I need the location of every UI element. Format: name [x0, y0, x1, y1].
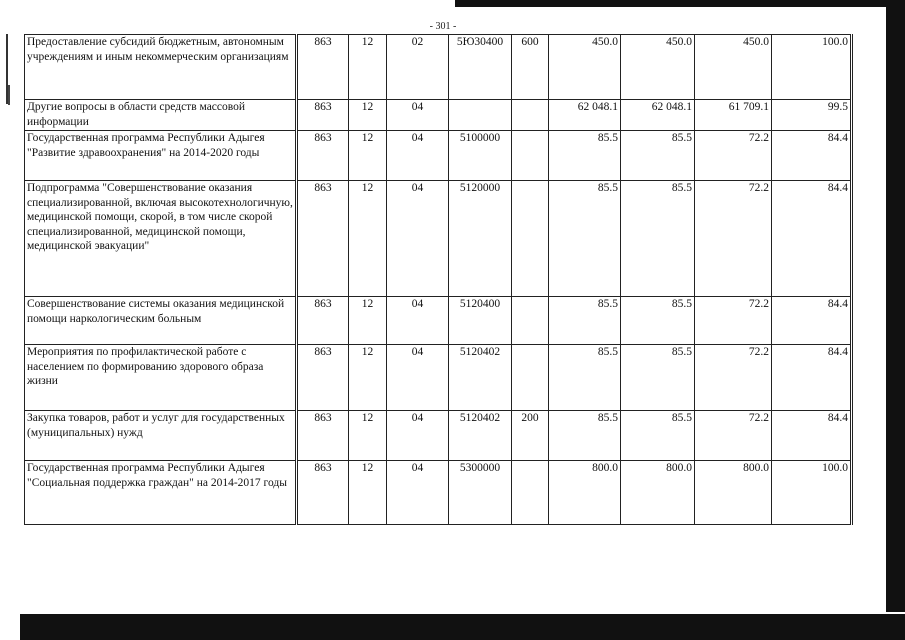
section-code: 12: [349, 411, 387, 461]
refined-amount: 85.5: [621, 411, 695, 461]
execution-percent: 99.5: [772, 100, 852, 131]
section-code: 12: [349, 100, 387, 131]
table-row: [25, 411, 852, 461]
subsection-code: 04: [387, 181, 449, 297]
ministry-code: 863: [297, 345, 349, 411]
approved-amount: 85.5: [549, 181, 621, 297]
ministry-code: 863: [297, 100, 349, 131]
approved-amount: 450.0: [549, 35, 621, 100]
budget-table: [24, 34, 853, 525]
expense-type-code: [512, 461, 549, 525]
execution-percent: 100.0: [772, 461, 852, 525]
execution-percent: 84.4: [772, 411, 852, 461]
executed-amount: 72.2: [695, 411, 772, 461]
ministry-code: 863: [297, 411, 349, 461]
ministry-code: 863: [297, 461, 349, 525]
scan-mark-left-tick: [8, 85, 10, 105]
target-article-code: 5Ю30400: [449, 35, 512, 100]
ministry-code: 863: [297, 297, 349, 345]
page-number: - 301 -: [429, 21, 457, 32]
executed-amount: 450.0: [695, 35, 772, 100]
section-code: 12: [349, 131, 387, 181]
target-article-code: 5100000: [449, 131, 512, 181]
section-code: 12: [349, 345, 387, 411]
subsection-code: 02: [387, 35, 449, 100]
refined-amount: 800.0: [621, 461, 695, 525]
executed-amount: 61 709.1: [695, 100, 772, 131]
table-row: [25, 100, 852, 131]
execution-percent: 84.4: [772, 131, 852, 181]
subsection-code: 04: [387, 297, 449, 345]
section-code: 12: [349, 35, 387, 100]
table-row: [25, 181, 852, 297]
row-name: Мероприятия по профилактической работе с населением по формированию здорового образа жизни: [25, 345, 297, 411]
target-article-code: 5120402: [449, 411, 512, 461]
refined-amount: 85.5: [621, 297, 695, 345]
table-row: [25, 345, 852, 411]
execution-percent: 84.4: [772, 181, 852, 297]
row-name: Предоставление субсидий бюджетным, автономным учреждениям и иным некоммерческим организациям: [25, 35, 297, 100]
expense-type-code: [512, 181, 549, 297]
row-name: Государственная программа Республики Адыгея "Социальная поддержка граждан" на 2014-2017 годы: [25, 461, 297, 525]
row-name: Совершенствование системы оказания медицинской помощи наркологическим больным: [25, 297, 297, 345]
executed-amount: 72.2: [695, 181, 772, 297]
ministry-code: 863: [297, 131, 349, 181]
approved-amount: 85.5: [549, 411, 621, 461]
section-code: 12: [349, 181, 387, 297]
subsection-code: 04: [387, 100, 449, 131]
expense-type-code: [512, 345, 549, 411]
subsection-code: 04: [387, 131, 449, 181]
expense-type-code: [512, 100, 549, 131]
approved-amount: 85.5: [549, 131, 621, 181]
subsection-code: 04: [387, 461, 449, 525]
table-row: [25, 35, 852, 100]
target-article-code: 5120400: [449, 297, 512, 345]
row-name: Другие вопросы в области средств массовой информации: [25, 100, 297, 131]
expense-type-code: 200: [512, 411, 549, 461]
ministry-code: 863: [297, 181, 349, 297]
target-article-code: 5120000: [449, 181, 512, 297]
row-name: Государственная программа Республики Адыгея "Развитие здравоохранения" на 2014-2020 годы: [25, 131, 297, 181]
approved-amount: 85.5: [549, 345, 621, 411]
approved-amount: 62 048.1: [549, 100, 621, 131]
subsection-code: 04: [387, 345, 449, 411]
table-body: [25, 35, 852, 525]
table-row: [25, 131, 852, 181]
target-article-code: 5120402: [449, 345, 512, 411]
execution-percent: 84.4: [772, 345, 852, 411]
executed-amount: 72.2: [695, 131, 772, 181]
target-article-code: 5300000: [449, 461, 512, 525]
refined-amount: 85.5: [621, 131, 695, 181]
refined-amount: 85.5: [621, 345, 695, 411]
row-name: Подпрограмма "Совершенствование оказания специализированной, включая высокотехнологичную, медицинской помощи, скорой, в том числе скорой специализированной, медицинской помощи, медицинской эвакуации": [25, 181, 297, 297]
executed-amount: 72.2: [695, 297, 772, 345]
approved-amount: 85.5: [549, 297, 621, 345]
expense-type-code: [512, 297, 549, 345]
refined-amount: 85.5: [621, 181, 695, 297]
execution-percent: 84.4: [772, 297, 852, 345]
expense-type-code: 600: [512, 35, 549, 100]
refined-amount: 62 048.1: [621, 100, 695, 131]
executed-amount: 800.0: [695, 461, 772, 525]
subsection-code: 04: [387, 411, 449, 461]
refined-amount: 450.0: [621, 35, 695, 100]
table-row: [25, 297, 852, 345]
ministry-code: 863: [297, 35, 349, 100]
row-name: Закупка товаров, работ и услуг для государственных (муниципальных) нужд: [25, 411, 297, 461]
table-row: [25, 461, 852, 525]
target-article-code: [449, 100, 512, 131]
section-code: 12: [349, 297, 387, 345]
scan-edge-bottom: [20, 614, 905, 640]
approved-amount: 800.0: [549, 461, 621, 525]
section-code: 12: [349, 461, 387, 525]
scan-edge-top: [455, 0, 905, 7]
executed-amount: 72.2: [695, 345, 772, 411]
scan-edge-right: [886, 0, 905, 612]
execution-percent: 100.0: [772, 35, 852, 100]
expense-type-code: [512, 131, 549, 181]
